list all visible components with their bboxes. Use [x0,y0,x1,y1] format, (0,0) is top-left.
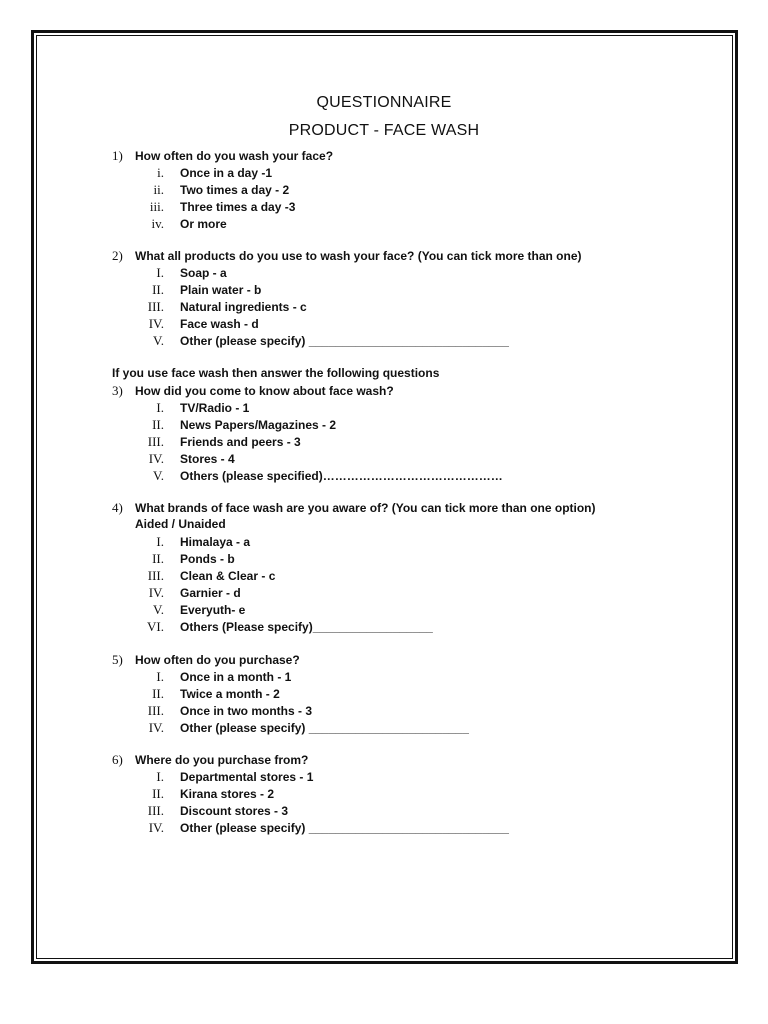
option-item [112,585,241,601]
option-label: TV/Radio - 1 [180,401,250,415]
question-4 [112,500,596,516]
option-item [112,434,301,450]
question-number: 1) [112,148,123,163]
option-numeral: I. [156,534,164,549]
option-item [112,216,227,232]
option-label: Once in two months - 3 [180,704,313,718]
option-label: Stores - 4 [180,452,235,466]
option-item [112,720,469,736]
section-note: If you use face wash then answer the following questions [112,366,440,380]
option-item [112,468,503,484]
option-numeral: III. [147,803,164,818]
option-item [112,551,235,567]
option-numeral: i. [157,165,164,180]
option-label: Clean & Clear - c [180,569,276,583]
option-numeral: V. [153,468,164,483]
option-label: Others (Please specify)__________________ [180,620,433,634]
option-label: Twice a month - 2 [180,687,280,701]
option-item [112,299,307,315]
aided-unaided-note: Aided / Unaided [135,517,226,531]
option-item [112,619,433,635]
option-numeral: I. [156,669,164,684]
option-item [112,333,509,349]
option-numeral: I. [156,265,164,280]
question-3 [112,383,394,399]
question-2 [112,248,582,264]
option-item [112,669,291,685]
option-numeral: II. [152,282,164,297]
option-label: Two times a day - 2 [180,183,290,197]
option-item [112,282,261,298]
option-item [112,602,245,618]
option-item [112,165,272,181]
option-numeral: I. [156,400,164,415]
option-label: Discount stores - 3 [180,804,289,818]
option-numeral: IV. [148,316,164,331]
option-item [112,316,259,332]
option-label: News Papers/Magazines - 2 [180,418,337,432]
option-label: Everyuth- e [180,603,246,617]
question-number: 5) [112,652,123,667]
option-item [112,568,275,584]
option-label: Face wash - d [180,317,259,331]
option-label: Natural ingredients - c [180,300,307,314]
option-numeral: ii. [153,182,164,197]
document-title: QUESTIONNAIRE [316,94,452,111]
option-item [112,417,336,433]
question-number: 2) [112,248,123,263]
question-text: What brands of face wash are you aware of? (You can tick more than one option) [135,501,596,515]
document-subtitle: PRODUCT - FACE WASH [288,122,480,139]
option-label: Three times a day -3 [180,200,296,214]
option-numeral: I. [156,769,164,784]
option-label: Kirana stores - 2 [180,787,275,801]
question-6 [112,752,308,768]
option-item [112,703,312,719]
option-numeral: III. [147,434,164,449]
option-numeral: iii. [149,199,164,214]
option-item [112,803,288,819]
option-label: Soap - a [180,266,227,280]
option-item [112,400,249,416]
option-numeral: V. [153,333,164,348]
option-numeral: III. [147,703,164,718]
option-label: Other (please specify) ________________________ [180,721,469,735]
option-item [112,534,250,550]
option-numeral: IV. [148,720,164,735]
option-item [112,686,280,702]
option-numeral: II. [152,686,164,701]
option-label: Plain water - b [180,283,262,297]
option-item [112,182,289,198]
option-item [112,451,235,467]
question-text: How did you come to know about face wash? [135,384,394,398]
option-numeral: III. [147,299,164,314]
option-numeral: II. [152,551,164,566]
option-label: Himalaya - a [180,535,251,549]
option-label: Once in a day -1 [180,166,273,180]
question-1 [112,148,333,164]
question-number: 3) [112,383,123,398]
option-numeral: V. [153,602,164,617]
question-text: Where do you purchase from? [135,753,309,767]
option-label: Others (please specified)……………………………………… [180,469,503,483]
option-numeral: IV. [148,451,164,466]
option-item [112,786,274,802]
option-label: Friends and peers - 3 [180,435,301,449]
option-item [112,265,227,281]
question-number: 4) [112,500,123,515]
option-numeral: IV. [148,585,164,600]
question-text: How often do you wash your face? [135,149,334,163]
option-numeral: VI. [147,619,164,634]
option-label: Once in a month - 1 [180,670,292,684]
option-numeral: III. [147,568,164,583]
option-label: Other (please specify) ______________________________ [180,821,509,835]
option-item [112,820,509,836]
question-text: What all products do you use to wash your face? (You can tick more than one) [135,249,582,263]
question-text: How often do you purchase? [135,653,300,667]
option-numeral: II. [152,786,164,801]
option-label: Garnier - d [180,586,241,600]
option-label: Other (please specify) ______________________________ [180,334,509,348]
option-label: Or more [180,217,227,231]
option-numeral: II. [152,417,164,432]
question-number: 6) [112,752,123,767]
option-label: Departmental stores - 1 [180,770,314,784]
option-label: Ponds - b [180,552,235,566]
option-numeral: IV. [148,820,164,835]
option-numeral: iv. [151,216,164,231]
option-item [112,199,295,215]
question-5 [112,652,300,668]
option-item [112,769,313,785]
